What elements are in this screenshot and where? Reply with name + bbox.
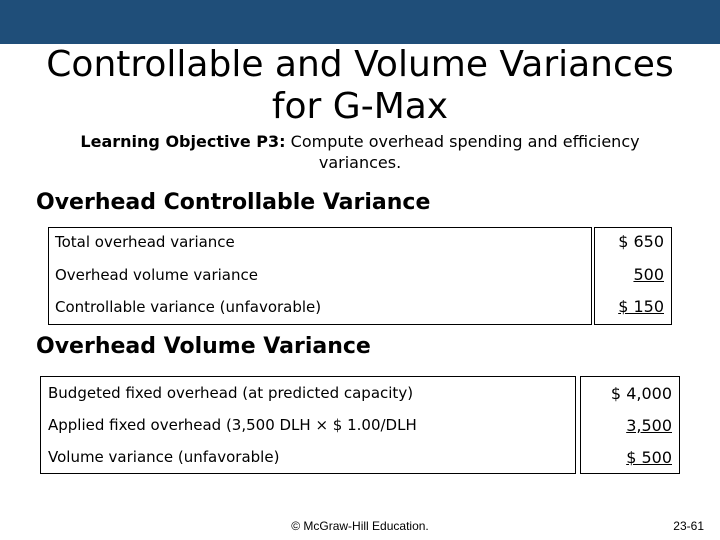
table-row-label: Volume variance (unfavorable) [48,448,280,466]
table-row-value: 500 [633,265,664,284]
title-line-1: Controllable and Volume Variances [46,44,674,85]
volume-heading: Overhead Volume Variance [36,334,371,359]
objective-text: Compute overhead spending and efficiency variances. [285,132,640,172]
table-row-label: Overhead volume variance [55,266,258,284]
table-row-value: $ 500 [626,448,672,467]
slide-title [0,44,720,128]
objective-label: Learning Objective P3: [80,132,286,151]
table-row-value: $ 4,000 [610,384,672,403]
table-row-value: $ 650 [618,232,664,251]
page-number: 23-61 [673,519,704,533]
title-line-2: for G-Max [271,86,449,127]
table-row-label: Applied fixed overhead (3,500 DLH × $ 1.00/DLH [48,416,417,434]
table-row-value: 3,500 [626,416,672,435]
table-row-value: $ 150 [618,297,664,316]
table-row-label: Controllable variance (unfavorable) [55,298,322,316]
copyright-notice: © McGraw-Hill Education. [291,519,429,533]
learning-objective [40,131,680,173]
table-row-label: Total overhead variance [55,233,235,251]
top-banner [0,0,720,46]
controllable-heading: Overhead Controllable Variance [36,190,431,215]
table-row-label: Budgeted fixed overhead (at predicted capacity) [48,384,414,402]
